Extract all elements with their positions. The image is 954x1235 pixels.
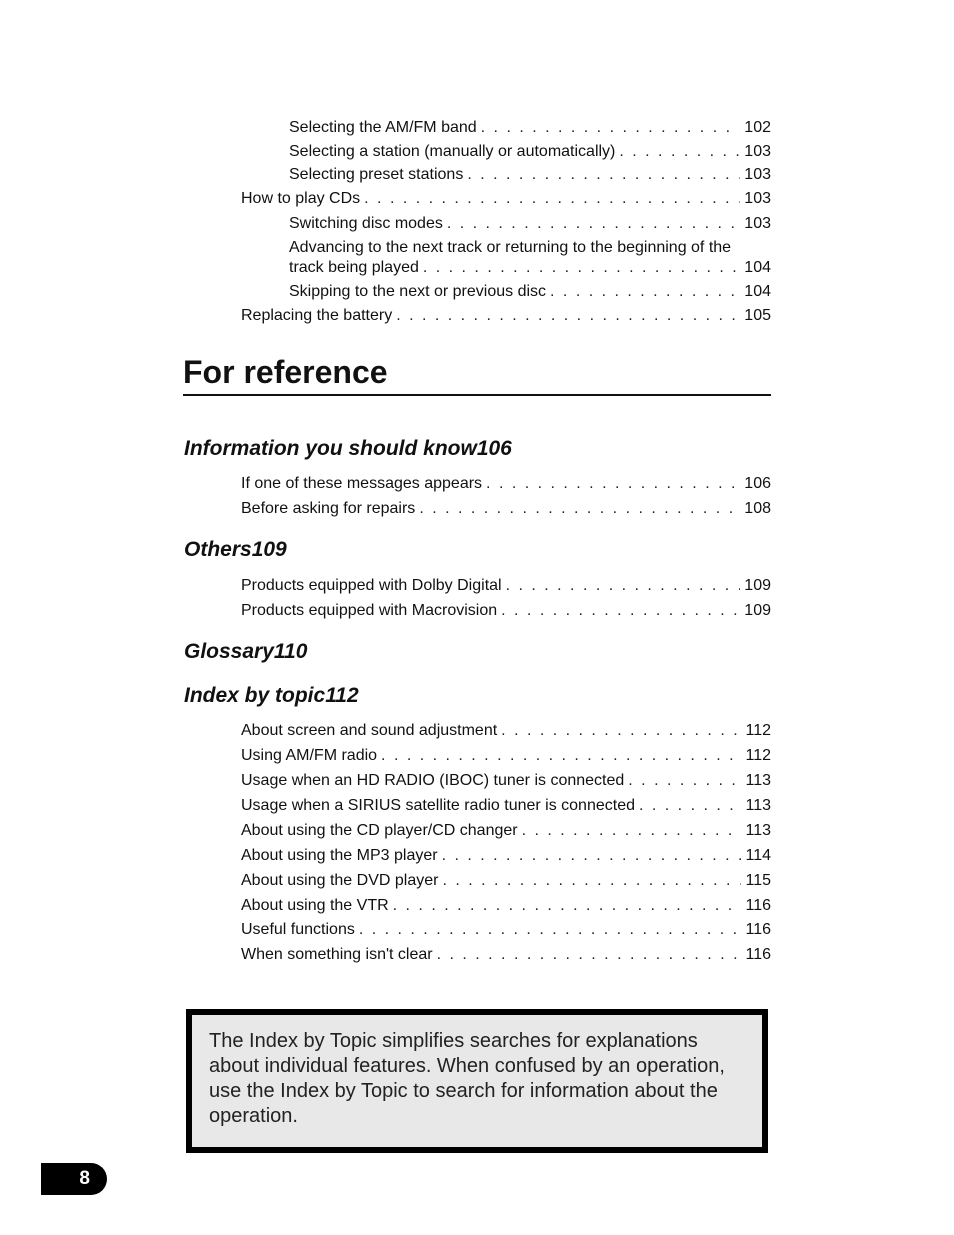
toc-entry-label: Selecting a station (manually or automatically) [289, 143, 616, 160]
leader-dots [501, 601, 740, 621]
toc-heading[interactable] [184, 683, 771, 709]
leader-dots [486, 474, 740, 494]
toc-heading-label: Glossary [184, 640, 274, 663]
toc-entry-label: Replacing the battery [241, 307, 393, 324]
toc-heading[interactable] [184, 537, 771, 563]
toc-entry-page: 108 [744, 500, 771, 517]
toc-entry-page: 116 [745, 946, 771, 963]
toc-entry-page: 106 [744, 475, 771, 492]
toc-heading-label: Information you should know [184, 437, 477, 460]
toc-entry-label-line2: track being played [289, 259, 419, 276]
toc-entry[interactable] [241, 796, 771, 816]
toc-entry-label: Using AM/FM radio [241, 747, 378, 764]
leader-dots [501, 721, 741, 741]
toc-entry-page: 109 [744, 602, 771, 619]
toc-entry[interactable] [241, 846, 771, 866]
toc-entry-label: About screen and sound adjustment [241, 722, 498, 739]
toc-heading-page: 106 [476, 437, 512, 460]
leader-dots [393, 896, 742, 916]
toc-entry-label-line1: Advancing to the next track or returning to the beginning of the [289, 239, 732, 256]
toc-entry-page: 102 [744, 119, 771, 136]
toc-entry[interactable] [289, 142, 771, 162]
toc-entry-label: Usage when a SIRIUS satellite radio tuner is connected [241, 797, 635, 814]
toc-entry-page: 104 [744, 283, 771, 300]
toc-entry-label: Selecting the AM/FM band [289, 119, 477, 136]
toc-entry[interactable] [241, 871, 771, 891]
toc-entry-label: About using the CD player/CD changer [241, 822, 518, 839]
toc-entry[interactable] [241, 771, 771, 791]
leader-dots [467, 165, 740, 185]
toc-entry-label: Before asking for repairs [241, 500, 416, 517]
page-number-badge: 8 [41, 1163, 107, 1195]
toc-entry[interactable] [241, 920, 771, 940]
toc-entry-label: Products equipped with Dolby Digital [241, 577, 502, 594]
toc-entry[interactable] [241, 576, 771, 596]
toc-entry[interactable] [241, 499, 771, 519]
leader-dots [364, 189, 740, 209]
toc-entry-label: How to play CDs [241, 190, 361, 207]
toc-entry-page: 109 [744, 577, 771, 594]
note-text: The Index by Topic simplifies searches for explanations about individual features. When confused by an operation, use the Index by Topic to search for information about the operation. [209, 1030, 725, 1127]
leader-dots [442, 871, 741, 891]
toc-heading-label: Index by topic [184, 684, 326, 707]
toc-entry-label: Selecting preset stations [289, 166, 464, 183]
toc-entry-page: 113 [745, 822, 771, 839]
toc-entry-label: If one of these messages appears [241, 475, 483, 492]
toc-entry-page: 115 [745, 872, 771, 889]
toc-entry-label: Skipping to the next or previous disc [289, 283, 547, 300]
leader-dots [447, 214, 740, 234]
leader-dots [381, 746, 741, 766]
toc-entry-page: 116 [745, 921, 771, 938]
leader-dots [550, 282, 740, 302]
leader-dots [481, 118, 741, 138]
leader-dots [506, 576, 741, 596]
toc-entry-page: 113 [745, 797, 771, 814]
toc-entry[interactable] [241, 746, 771, 766]
toc-entry-label: Switching disc modes [289, 215, 443, 232]
leader-dots [423, 258, 740, 278]
toc-heading[interactable] [184, 436, 771, 462]
toc-entry-page: 103 [744, 215, 771, 232]
toc-entry-page: 112 [745, 747, 771, 764]
toc-entry[interactable] [289, 214, 771, 234]
leader-dots [396, 306, 740, 326]
toc-entry-label: Useful functions [241, 921, 355, 938]
toc-entry[interactable] [289, 282, 771, 302]
toc-entry-page: 114 [745, 847, 771, 864]
toc-entry-page: 116 [745, 897, 771, 914]
toc-entry-page: 113 [745, 772, 771, 789]
toc-entry[interactable] [289, 238, 771, 278]
leader-dots [522, 821, 742, 841]
toc-entry-label: About using the DVD player [241, 872, 439, 889]
toc-heading-label: Others [184, 538, 252, 561]
toc-heading-page: 112 [325, 684, 359, 707]
toc-entry-label: Products equipped with Macrovision [241, 602, 498, 619]
toc-entry[interactable] [241, 474, 771, 494]
leader-dots [419, 499, 740, 519]
toc-entry[interactable] [241, 821, 771, 841]
toc-entry[interactable] [241, 306, 771, 326]
leader-dots [437, 945, 742, 965]
leader-dots [442, 846, 742, 866]
leader-dots [628, 771, 741, 791]
toc-entry-label: Usage when an HD RADIO (IBOC) tuner is connected [241, 772, 625, 789]
toc-entry[interactable] [241, 945, 771, 965]
toc-entry[interactable] [289, 118, 771, 138]
leader-dots [619, 142, 740, 162]
toc-entry[interactable] [241, 601, 771, 621]
leader-dots [639, 796, 741, 816]
toc-entry[interactable] [241, 721, 771, 741]
toc-entry-page: 103 [744, 166, 771, 183]
toc-entry[interactable] [241, 896, 771, 916]
toc-entry-page: 103 [744, 143, 771, 160]
toc-heading-page: 110 [273, 640, 308, 663]
toc-entry-page: 112 [745, 722, 771, 739]
toc-entry[interactable] [241, 189, 771, 209]
toc-entry-label: About using the MP3 player [241, 847, 438, 864]
toc-entry-page: 103 [744, 190, 771, 207]
toc-heading-page: 109 [251, 538, 287, 561]
toc-entry-label: About using the VTR [241, 897, 389, 914]
leader-dots [359, 920, 742, 940]
toc-heading[interactable] [184, 639, 771, 665]
section-title: For reference [183, 352, 771, 396]
toc-entry[interactable] [289, 165, 771, 185]
toc-entry-page: 104 [744, 259, 771, 276]
note-box [186, 1009, 768, 1153]
toc-entry-page: 105 [744, 307, 771, 324]
toc-entry-label: When something isn't clear [241, 946, 433, 963]
